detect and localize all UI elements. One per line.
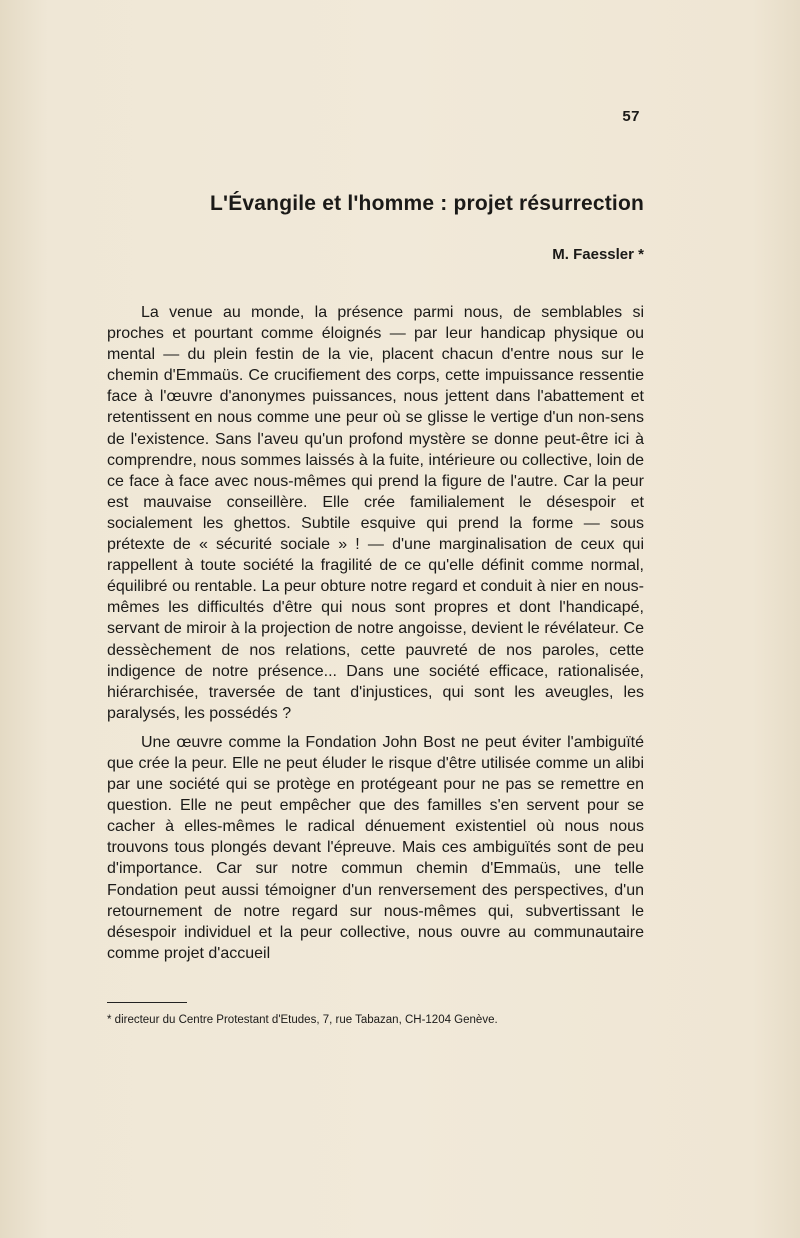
paragraph-1: La venue au monde, la présence parmi nous, de semblables si proches et pourtant comme éloignés — par leur handicap physique ou mental — du plein festin de la vie, placent chacun d'entre nous sur le chemin d'Emmaüs. Ce crucifiement des corps, cette impuissance ressentie face à l'œuvre d'anonymes puissances, nous jettent dans l'abattement et retentissent en nous comme une peur où se glisse le vertige d'un non-sens de l'existence. Sans l'aveu qu'un profond mystère se donne peut-être ici à comprendre, nous sommes laissés à la fuite, intérieure ou collective, loin de ce face à face avec nous-mêmes qui prend la figure de l'autre. Car la peur est mauvaise conseillère. Elle crée familialement le désespoir et socialement les ghettos. Subtile esquive qui prend la forme — sous prétexte de « sécurité sociale » ! — d'une marginalisation de ceux qui rappellent à toute société la fragilité de ce qu'elle définit comme normal, équilibré ou rentable. La peur obture notre regard et conduit à nier en nous-mêmes les difficultés d'être qui nous sont propres et dont l'handicapé, servant de miroir à la projection de notre angoisse, devient le révélateur. Ce dessèchement de nos relations, cette pauvreté de nos paroles, cette indigence de notre présence... Dans une société efficace, rationalisée, hiérarchisée, traversée de tant d'injustices, qui sont les aveugles, les paralysés, les possédés ? [107, 304, 644, 722]
article-body [107, 302, 644, 964]
footnote-divider [107, 1002, 187, 1003]
author-name: M. Faessler * [552, 246, 644, 263]
paragraph-2: Une œuvre comme la Fondation John Bost ne peut éviter l'ambiguïté que crée la peur. Elle ne peut éluder le risque d'être utilisée comme un alibi par une société qui se protège en protégeant pour ne pas se remettre en question. Elle ne peut empêcher que des familles s'en servent pour se cacher à elles-mêmes le radical dénuement existentiel où nous nous trouvons tous plongés devant l'épreuve. Mais ces ambiguïtés sont de peu d'importance. Car sur notre commun chemin d'Emmaüs, une telle Fondation peut aussi témoigner d'un renversement des perspectives, d'un retournement de notre regard sur nous-mêmes qui, subvertissant le désespoir individuel et la peur collective, nous ouvre au communautaire comme projet d'accueil [107, 733, 644, 962]
page-number: 57 [622, 108, 640, 125]
article-title: L'Évangile et l'homme : projet résurrection [209, 192, 644, 215]
footnote: * directeur du Centre Protestant d'Etudes, 7, rue Tabazan, CH-1204 Genève. [107, 1014, 498, 1026]
